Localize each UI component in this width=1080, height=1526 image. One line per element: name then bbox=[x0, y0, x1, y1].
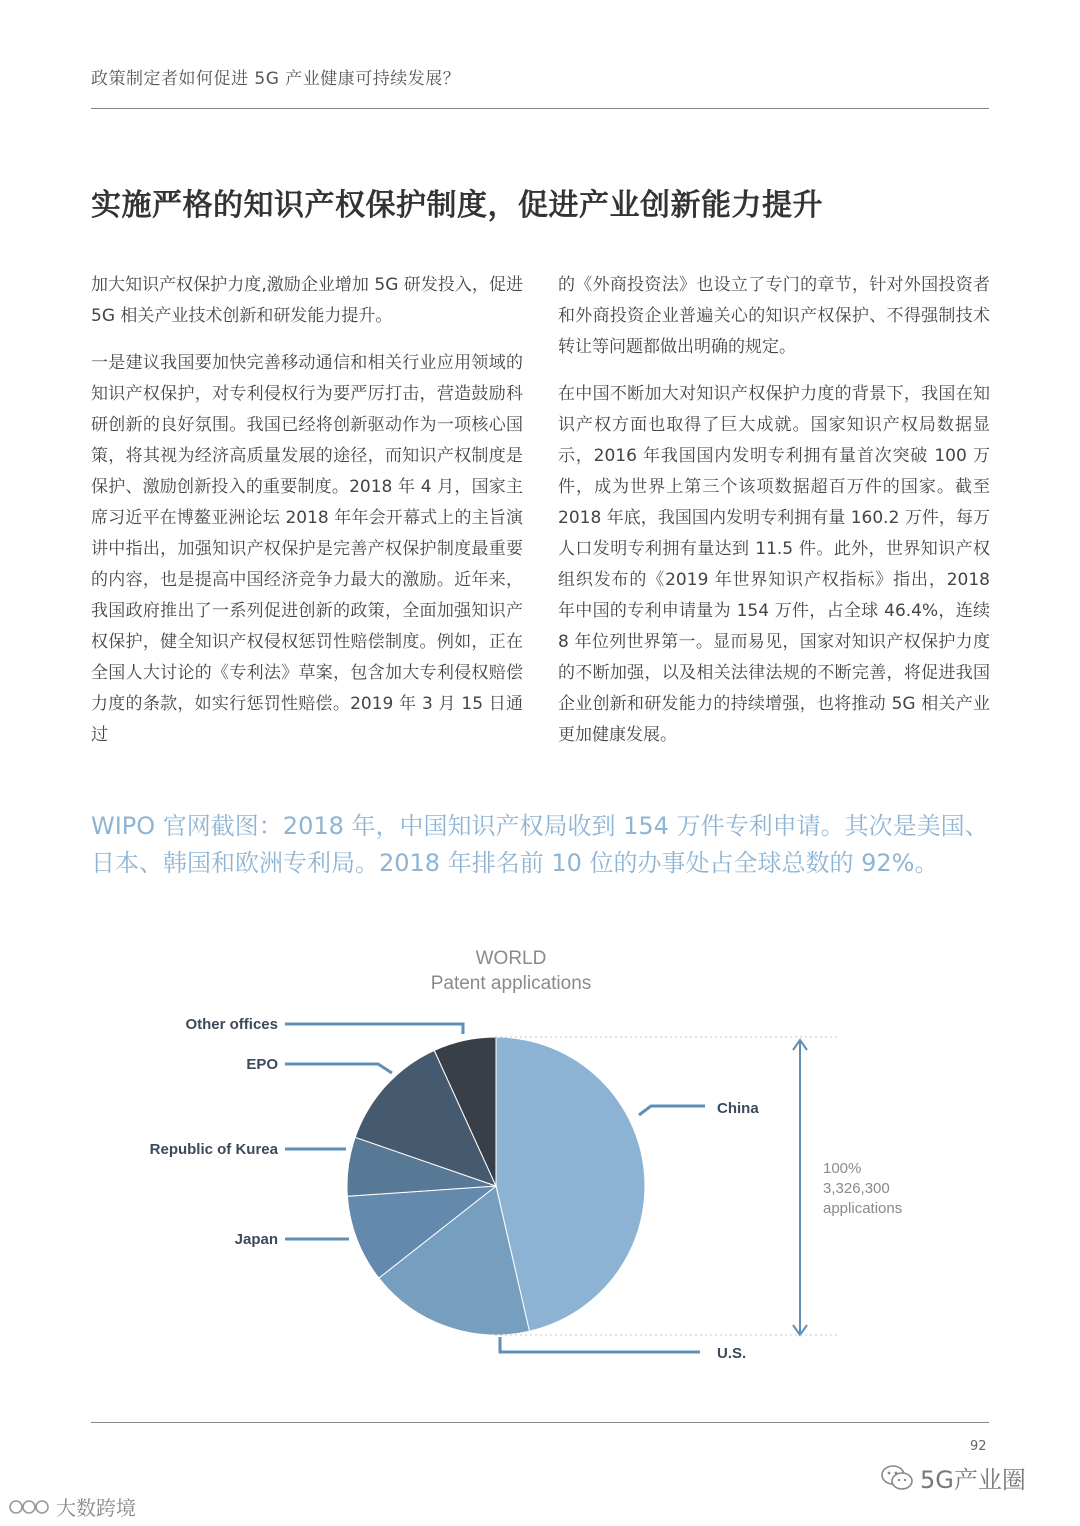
leader-line-epo bbox=[285, 1064, 392, 1073]
paragraph: 加大知识产权保护力度,激励企业增加 5G 研发投入，促进 5G 相关产业技术创新和研发能力提升。 bbox=[91, 275, 523, 326]
header-divider bbox=[91, 108, 989, 109]
paragraph: 在中国不断加大对知识产权保护力度的背景下，我国在知识产权方面也取得了巨大成就。国家知识产权局数据显示，2016 年我国国内发明专利拥有量首次突破 100 万件，成为世界上第三个该项数据超百万件的国家。截至 2018 年底，我国国内发明专利拥有量 160.2 万件，每万人口发明专利拥有量达到 11.5 件。此外，世界知识产权组织发布的《2019 年世界知识产权指标》指出，2018 年中国的专利申请量为 154 万件，占全球 46.4%，连续 8 年位列世界第一。显而易见，国家对知识产权保护力度的不断加强，以及相关法律法规的不断完善，将促进我国企业创新和研发能力的持续增强，也将推动 5G 相关产业更加健康发展。 bbox=[558, 384, 990, 745]
total-percent: 100% bbox=[823, 1160, 862, 1177]
label-china: China bbox=[717, 1100, 759, 1117]
running-header: 政策制定者如何促进 5G 产业健康可持续发展？ bbox=[91, 69, 461, 89]
chart-title: WORLD bbox=[475, 948, 547, 969]
body-column-right bbox=[558, 270, 990, 767]
chat-bubble-icon bbox=[880, 1464, 914, 1492]
label-japan: Japan bbox=[234, 1231, 278, 1248]
label-epo: EPO bbox=[246, 1056, 278, 1073]
watermark-right-text: 5G产业圈 bbox=[920, 1466, 1026, 1494]
footer-divider bbox=[91, 1422, 989, 1423]
label-us: U.S. bbox=[717, 1345, 747, 1362]
label-other-offices: Other offices bbox=[185, 1016, 278, 1033]
body-column-left bbox=[91, 270, 523, 767]
section-title: 实施严格的知识产权保护制度，促进产业创新能力提升 bbox=[91, 188, 823, 223]
paragraph: 一是建议我国要加快完善移动通信和相关行业应用领域的知识产权保护，对专利侵权行为要严厉打击，营造鼓励科研创新的良好氛围。我国已经将创新驱动作为一项核心国策，将其视为经济高质量发展的途径，而知识产权制度是保护、激励创新投入的重要制度。2018 年 4 月，国家主席习近平在博鳌亚洲论坛 2018 年年会开幕式上的主旨演讲中指出，加强知识产权保护是完善产权保护制度最重要的内容，也是提高中国经济竞争力最大的激励。近年来，我国政府推出了一系列促进创新的政策，全面加强知识产权保护，健全知识产权侵权惩罚性赔偿制度。例如，正在全国人大讨论的《专利法》草案，包含加大专利侵权赔偿力度的条款，如实行惩罚性赔偿。2019 年 3 月 15 日通过 bbox=[91, 353, 523, 745]
leader-line-us bbox=[500, 1337, 700, 1352]
paragraph: 的《外商投资法》也设立了专门的章节，针对外国投资者和外商投资企业普遍关心的知识产权保护、不得强制技术转让等问题都做出明确的规定。 bbox=[558, 275, 990, 357]
leader-line-china bbox=[639, 1106, 705, 1115]
watermark-left-text: 大数跨境 bbox=[56, 1496, 136, 1520]
chart-subtitle: Patent applications bbox=[430, 973, 592, 994]
brand-logo-icon bbox=[8, 1496, 52, 1518]
watermark-left bbox=[8, 1492, 136, 1521]
label-kurea: Republic of Kurea bbox=[149, 1141, 278, 1158]
patent-pie-chart bbox=[120, 930, 960, 1400]
pie-slices bbox=[347, 1037, 645, 1335]
figure-caption: WIPO 官网截图：2018 年，中国知识产权局收到 154 万件专利申请。其次是美国、日本、韩国和欧洲专利局。2018 年排名前 10 位的办事处占全球总数的 92%。 bbox=[91, 812, 989, 877]
total-unit: applications bbox=[823, 1200, 903, 1217]
total-count: 3,326,300 bbox=[823, 1180, 890, 1197]
page-number: 92 bbox=[970, 1439, 987, 1454]
leader-line-other-offices bbox=[285, 1024, 463, 1034]
watermark-right bbox=[880, 1460, 1026, 1495]
